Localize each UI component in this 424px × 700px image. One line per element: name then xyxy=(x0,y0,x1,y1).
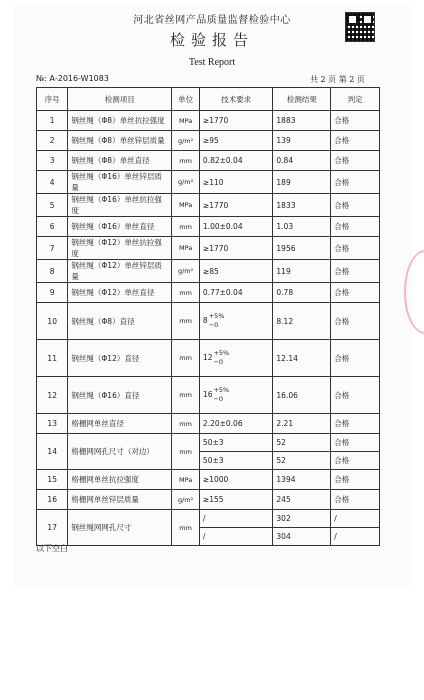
tolerance-base: 8 xyxy=(202,316,208,325)
cell-no: 4 xyxy=(37,171,68,194)
cell-verdict: / xyxy=(331,528,380,546)
table-row xyxy=(37,237,380,260)
cell-result: 0.78 xyxy=(273,283,331,303)
cell-unit: MPa xyxy=(172,194,200,217)
cell-verdict: 合格 xyxy=(331,340,380,377)
tolerance-plus: +5% xyxy=(213,349,230,357)
cell-requirement: 50±3 xyxy=(199,434,272,452)
table-row xyxy=(37,217,380,237)
cell-result: 245 xyxy=(273,490,331,510)
cell-requirement: ≥1770 xyxy=(199,111,272,131)
cell-verdict: / xyxy=(331,510,380,528)
cell-unit: mm xyxy=(172,217,200,237)
cell-verdict: 合格 xyxy=(331,194,380,217)
cell-result: 139 xyxy=(273,131,331,151)
cell-item: 钢丝绳（Φ12）单丝直径 xyxy=(68,283,172,303)
cell-result: 1956 xyxy=(273,237,331,260)
table-row xyxy=(37,490,380,510)
cell-requirement: ≥1770 xyxy=(199,237,272,260)
cell-result: 1.03 xyxy=(273,217,331,237)
cell-verdict: 合格 xyxy=(331,111,380,131)
table-row xyxy=(37,470,380,490)
header-verdict: 判定 xyxy=(331,88,380,111)
cell-verdict: 合格 xyxy=(331,151,380,171)
cell-no: 5 xyxy=(37,194,68,217)
cell-result: 8.12 xyxy=(273,303,331,340)
tolerance-plus: +5% xyxy=(213,386,230,394)
cell-item: 钢丝绳（Φ16）直径 xyxy=(68,377,172,414)
cell-unit: mm xyxy=(172,434,200,470)
cell-no: 7 xyxy=(37,237,68,260)
cell-verdict: 合格 xyxy=(331,171,380,194)
cell-requirement: ≥85 xyxy=(199,260,272,283)
cell-item: 格栅网网孔尺寸（对边） xyxy=(68,434,172,470)
cell-verdict: 合格 xyxy=(331,217,380,237)
cell-unit: mm xyxy=(172,510,200,546)
cell-no: 6 xyxy=(37,217,68,237)
cell-verdict: 合格 xyxy=(331,283,380,303)
cell-verdict: 合格 xyxy=(331,237,380,260)
cell-verdict: 合格 xyxy=(331,452,380,470)
table-row xyxy=(37,303,380,340)
tolerance-base: 12 xyxy=(202,353,213,362)
header-no: 序号 xyxy=(37,88,68,111)
cell-no: 11 xyxy=(37,340,68,377)
cell-verdict: 合格 xyxy=(331,490,380,510)
cell-requirement xyxy=(199,377,272,414)
cell-result: 304 xyxy=(273,528,331,546)
cell-no: 17 xyxy=(37,510,68,546)
cell-verdict: 合格 xyxy=(331,470,380,490)
cell-result: 302 xyxy=(273,510,331,528)
table-row xyxy=(37,377,380,414)
cell-unit: mm xyxy=(172,340,200,377)
tolerance-base: 16 xyxy=(202,390,213,399)
cell-result: 52 xyxy=(273,452,331,470)
table-row xyxy=(37,340,380,377)
cell-item: 钢丝绳（Φ8）单丝抗拉强度 xyxy=(68,111,172,131)
cell-unit: mm xyxy=(172,414,200,434)
cell-result: 1394 xyxy=(273,470,331,490)
tolerance-minus: −0 xyxy=(213,395,224,403)
header-unit: 单位 xyxy=(172,88,200,111)
cell-unit: g/m² xyxy=(172,131,200,151)
cell-requirement: ≥155 xyxy=(199,490,272,510)
cell-no: 15 xyxy=(37,470,68,490)
table-row xyxy=(37,414,380,434)
cell-no: 1 xyxy=(37,111,68,131)
cell-unit: g/m² xyxy=(172,260,200,283)
report-subtitle: Test Report xyxy=(188,57,236,68)
cell-requirement: 1.00±0.04 xyxy=(199,217,272,237)
cell-requirement: 2.20±0.06 xyxy=(199,414,272,434)
cell-no: 2 xyxy=(37,131,68,151)
cell-requirement xyxy=(199,340,272,377)
cell-no: 14 xyxy=(37,434,68,470)
cell-item: 格栅网单丝直径 xyxy=(68,414,172,434)
cell-requirement: 0.82±0.04 xyxy=(199,151,272,171)
cell-no: 16 xyxy=(37,490,68,510)
cell-no: 13 xyxy=(37,414,68,434)
cell-no: 10 xyxy=(37,303,68,340)
cell-unit: g/m² xyxy=(172,490,200,510)
table-row xyxy=(37,151,380,171)
table-row xyxy=(37,260,380,283)
cell-verdict: 合格 xyxy=(331,434,380,452)
cell-item: 钢丝绳（Φ12）单丝锌层质量 xyxy=(68,260,172,283)
cell-verdict: 合格 xyxy=(331,260,380,283)
cell-item: 钢丝绳（Φ16）单丝直径 xyxy=(68,217,172,237)
header-result: 检测结果 xyxy=(273,88,331,111)
cell-result: 12.14 xyxy=(273,340,331,377)
cell-item: 钢丝绳（Φ16）单丝锌层质量 xyxy=(68,171,172,194)
cell-verdict: 合格 xyxy=(331,414,380,434)
cell-requirement xyxy=(199,303,272,340)
cell-requirement: ≥1000 xyxy=(199,470,272,490)
cell-requirement: / xyxy=(199,528,272,546)
table-row xyxy=(37,434,380,452)
cell-no: 8 xyxy=(37,260,68,283)
cell-result: 1833 xyxy=(273,194,331,217)
cell-verdict: 合格 xyxy=(331,377,380,414)
cell-item: 钢丝绳（Φ8）单丝直径 xyxy=(68,151,172,171)
cell-requirement: / xyxy=(199,510,272,528)
cell-result: 52 xyxy=(273,434,331,452)
header-item: 检测项目 xyxy=(68,88,172,111)
cell-result: 0.84 xyxy=(273,151,331,171)
cell-requirement: ≥1770 xyxy=(199,194,272,217)
cell-verdict: 合格 xyxy=(331,303,380,340)
cell-item: 钢丝绳（Φ8）单丝锌层质量 xyxy=(68,131,172,151)
cell-item: 钢丝绳（Φ12）直径 xyxy=(68,340,172,377)
tolerance-minus: −0 xyxy=(213,358,224,366)
cell-unit: MPa xyxy=(172,237,200,260)
table-row xyxy=(37,111,380,131)
cell-unit: mm xyxy=(172,151,200,171)
cell-unit: MPa xyxy=(172,111,200,131)
cell-result: 2.21 xyxy=(273,414,331,434)
cell-item: 钢丝绳网网孔尺寸 xyxy=(68,510,172,546)
table-header-row xyxy=(37,88,380,111)
cell-unit: MPa xyxy=(172,470,200,490)
org-name: 河北省丝网产品质量监督检验中心 xyxy=(133,15,291,26)
table-row xyxy=(37,194,380,217)
cell-result: 16.06 xyxy=(273,377,331,414)
report-number: №: A-2016-W1083 xyxy=(36,74,109,83)
cell-no: 3 xyxy=(37,151,68,171)
cell-item: 格栅网单丝抗拉强度 xyxy=(68,470,172,490)
cell-unit: mm xyxy=(172,303,200,340)
table-row xyxy=(37,131,380,151)
cell-verdict: 合格 xyxy=(331,131,380,151)
report-title: 检验报告 xyxy=(169,31,254,49)
below-blank-note: 以下空白 xyxy=(36,544,68,553)
table-row xyxy=(37,283,380,303)
cell-item: 钢丝绳（Φ8）直径 xyxy=(68,303,172,340)
results-table xyxy=(36,87,380,546)
cell-item: 钢丝绳（Φ16）单丝抗拉强度 xyxy=(68,194,172,217)
cell-result: 119 xyxy=(273,260,331,283)
cell-unit: g/m² xyxy=(172,171,200,194)
cell-requirement: 0.77±0.04 xyxy=(199,283,272,303)
cell-item: 钢丝绳（Φ12）单丝抗拉强度 xyxy=(68,237,172,260)
table-row xyxy=(37,510,380,528)
table-row xyxy=(37,171,380,194)
cell-unit: mm xyxy=(172,377,200,414)
cell-no: 12 xyxy=(37,377,68,414)
cell-requirement: ≥110 xyxy=(199,171,272,194)
page-count: 共 2 页 第 2 页 xyxy=(310,75,365,84)
tolerance-minus: −0 xyxy=(208,321,219,329)
cell-requirement: 50±3 xyxy=(199,452,272,470)
cell-requirement: ≥95 xyxy=(199,131,272,151)
tolerance-plus: +5% xyxy=(208,312,225,320)
cell-unit: mm xyxy=(172,283,200,303)
cell-item: 格栅网单丝锌层质量 xyxy=(68,490,172,510)
header-requirement: 技术要求 xyxy=(199,88,272,111)
cell-result: 189 xyxy=(273,171,331,194)
cell-result: 1883 xyxy=(273,111,331,131)
cell-no: 9 xyxy=(37,283,68,303)
qr-code-icon xyxy=(345,12,375,42)
